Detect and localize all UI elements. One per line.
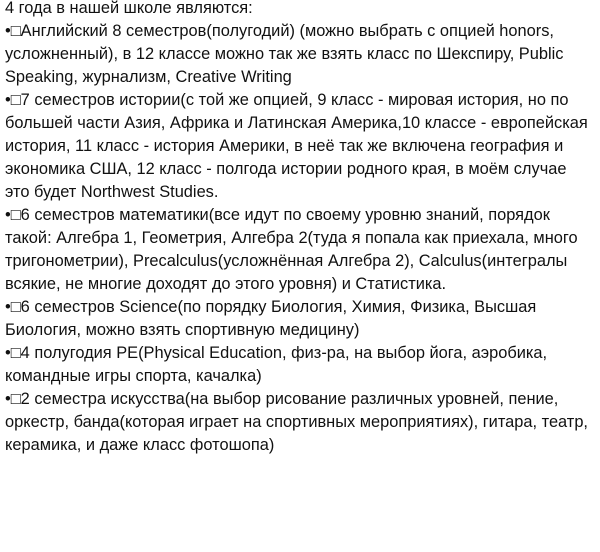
bullet-icon: •	[5, 298, 11, 316]
subject-list	[5, 20, 595, 457]
intro-line: 4 года в нашей школе являются:	[5, 0, 253, 17]
list-item-arts	[5, 388, 595, 457]
list-item-pe	[5, 342, 595, 388]
missing-glyph-icon: □	[10, 390, 21, 408]
missing-glyph-icon: □	[10, 91, 21, 109]
missing-glyph-icon: □	[10, 22, 21, 40]
bullet-icon: •	[5, 22, 11, 40]
list-item-text: Английский 8 семестров(полугодий) (можно выбрать с опцией honors, усложненный), в 12 классе можно так же взять класс по Шекспиру, Public Speaking, журнализм, Creative Writing	[5, 22, 564, 86]
document-body	[5, 0, 595, 457]
bullet-icon: •	[5, 344, 11, 362]
list-item-math	[5, 204, 595, 296]
list-item-text: 6 семестров Science(по порядку Биология, Химия, Физика, Высшая Биология, можно взять спортивную медицину)	[5, 298, 537, 339]
list-item-history	[5, 89, 595, 204]
list-item-text: 6 семестров математики(все идут по своему уровню знаний, порядок такой: Алгебра 1, Геометрия, Алгебра 2(туда я попала как приехала, много тригонометрии), Precalculus(усложнённая Алгебра 2), Calculus(интегралы всякие, не многие доходят до этого уровня) и Статистика.	[5, 206, 578, 293]
bullet-icon: •	[5, 206, 11, 224]
missing-glyph-icon: □	[10, 298, 21, 316]
missing-glyph-icon: □	[10, 206, 21, 224]
list-item-english	[5, 20, 595, 89]
list-item-text: 7 семестров истории(с той же опцией, 9 класс - мировая история, но по большей части Азия, Африка и Латинская Америка,10 классе - европейская история, 11 класс - история Америки, в неё так же включена география и экономика США, 12 класс - полгода истории родного края, в моём случае это будет Northwest Studies.	[5, 91, 588, 201]
missing-glyph-icon: □	[10, 344, 21, 362]
bullet-icon: •	[5, 390, 11, 408]
bullet-icon: •	[5, 91, 11, 109]
list-item-science	[5, 296, 595, 342]
list-item-text: 2 семестра искусства(на выбор рисование различных уровней, пение, оркестр, банда(которая играет на спортивных мероприятиях), гитара, театр, керамика, и даже класс фотошопа)	[5, 390, 588, 454]
list-item-text: 4 полугодия PE(Physical Education, физ-ра, на выбор йога, аэробика, командные игры спорта, качалка)	[5, 344, 548, 385]
